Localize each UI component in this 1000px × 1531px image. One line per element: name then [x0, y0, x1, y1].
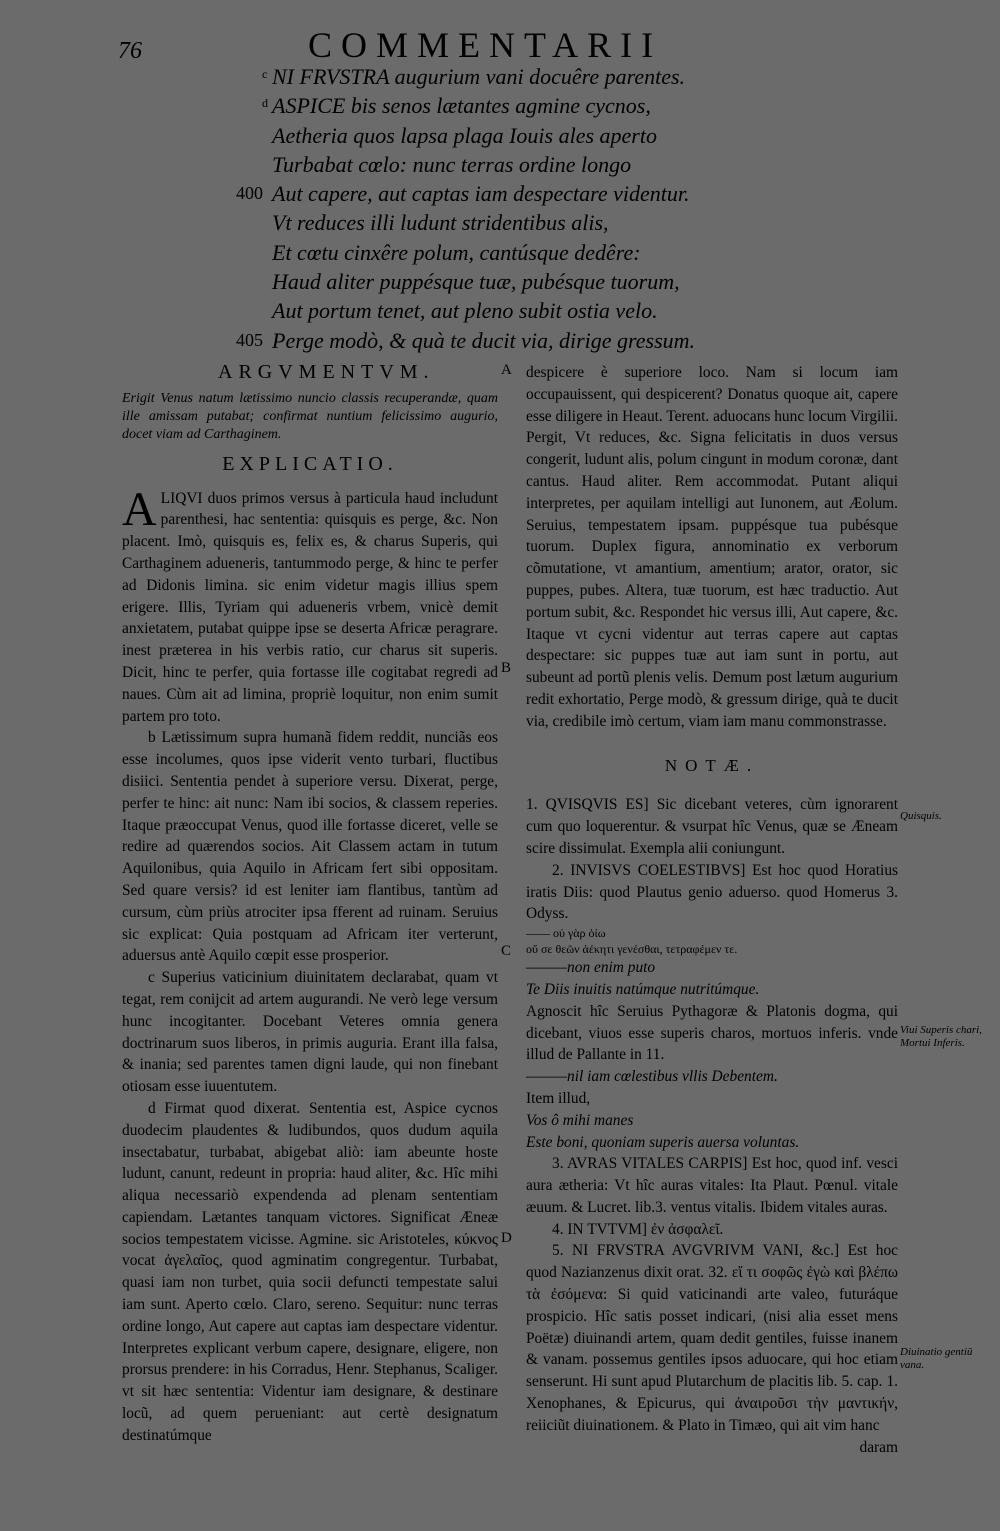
- verse-line: 400 Aut capere, aut captas iam despectare videntur.: [236, 181, 690, 207]
- argumentum-heading: ARGVMENTVM.: [218, 361, 435, 383]
- latin-quote: ———non enim puto: [526, 959, 656, 977]
- verse-line: Aut portum tenet, aut pleno subit ostia velo.: [272, 298, 658, 324]
- latin-quote: Este boni, quoniam superis auersa voluntas.: [526, 1133, 800, 1151]
- explicatio-paragraph: c Superius vaticinium diuinitatem declarabat, quam vt tegat, rem conijcit ad artem augurandi. Ne verò lege versum hunc incogitanter. Docebant Veteres omnia genera doctrinarum suos liberos, in primis auguria. Erant illa falsa, & inania; sed parentes tamen digni laude, qui non finebant otiosam esse iuuentutem.: [122, 969, 498, 1096]
- page-number: 76: [118, 38, 142, 64]
- notae-heading: NOTÆ.: [664, 755, 760, 775]
- note-entry: 2. INVISVS COELESTIBVS] Est hoc quod Horatius iratis Diis: quod Plautus genio aduerso. quod Homerus 3. Odyss.: [526, 861, 898, 923]
- latin-quote: Vos ô mihi manes: [526, 1111, 634, 1129]
- note-entry: Item illud,: [526, 1089, 591, 1107]
- explicatio-paragraph: b Lætissimum supra humanã fidem reddit, nunciãs eos esse incolumes, quos ipse viderit vento turbari, fluctibus disiici. Sententia pendet à superiore versu. Dixerat, perge, perfer te hinc: ait nunc: Nam ibi socios, & classem reperies. Itaque præoccupat Venus, quod ille fortasse diceret, velle se redire ad quærendos socios. Ait Classem actam in tutum Aquilonibus, quia Aquilo in Africam fert sibi oppositam. Sed quare versis? id est leniter iam flantibus, tantùm ad cursum, cùm priùs atrociter ipsa fferent ad ruinam. Seruius sic explicat: Quia postquam ad Africam iter verterunt, aduersus antè Aquilo cœpit esse prosperior.: [122, 729, 498, 965]
- explicatio-paragraph: ALIQVI duos primos versus à particula haud includunt parenthesi, hac sententia: quisquis es perge, &c. Non placent. Imò, quisquis es, felix es, & charus Superis, qui Carthaginem adueneris, tantummodo perge, & hinc te perfer ad Didonis limina. sic enim videtur magis illius spem erigere. Illis, Tyriam qui adueneris vrbem, vnicè demit anxietatem, putabat quippe ipse se deserta Africæ peragrare. inest præterea in his verbis ratio, cur charus sit superis. Dicit, hinc te perfer, quia fortasse ille cogitabat regredi ad naues. Cùm ait ad limina, propriè loquitur, non enim sumit partem pro toto.: [122, 482, 498, 725]
- verse-line: Vt reduces illi ludunt stridentibus alis,: [272, 210, 609, 236]
- catchword: daram: [859, 1438, 898, 1456]
- argumentum-text: Erigit Venus natum lætissimo nuncio classis recuperandæ, quam ille amissam putabat; confirmat nuntium felicissimo augurio, docet viam ad Carthaginem.: [122, 390, 498, 442]
- greek-quote: οὔ σε θεῶν ἀέκητι γενέσθαι, τετραφέμεν τε.: [526, 942, 738, 957]
- latin-quote: Te Diis inuitis natúmque nutritúmque.: [526, 980, 760, 998]
- verse-block: [236, 62, 706, 355]
- marginal-note: Quisquis.: [900, 810, 942, 822]
- marginal-note: Diuinatio gentiũ vana.: [900, 1346, 973, 1371]
- left-column: [122, 362, 498, 1447]
- verse-line: Aetheria quos lapsa plaga Iouis ales aperto: [272, 122, 657, 148]
- section-marker: A: [501, 362, 512, 378]
- greek-quote: —— οὐ γὰρ ὀίω: [526, 926, 606, 941]
- verse-line: Turbabat cœlo: nunc terras ordine longo: [272, 151, 632, 177]
- section-marker: C: [501, 943, 512, 959]
- verse-line: Haud aliter puppésque tuæ, pubésque tuorum,: [272, 269, 680, 295]
- note-entry: 4. IN TVTVM] ἐν ἀσφαλεῖ.: [552, 1220, 724, 1238]
- running-title: COMMENTARII: [308, 25, 663, 65]
- marginal-note: Viui Superis chari, Mortui Inferis.: [900, 1024, 982, 1049]
- right-column: [526, 362, 898, 1458]
- note-entry: Agnoscit hîc Seruius Pythagoræ & Platonis dogma, qui dicebant, viuos esse superis charos, mortuos inferis. vnde illud de Pallante in 11.: [526, 1002, 898, 1064]
- section-marker: B: [501, 660, 512, 676]
- note-entry: 1. QVISQVIS ES] Sic dicebant veteres, cùm ignorarent cum quo loquerentur. & vsurpat hîc Venus, quæ se Æneam scire dissimulat. Exempla alii coniungunt.: [526, 796, 898, 857]
- explicatio-heading: EXPLICATIO.: [222, 452, 398, 475]
- verse-line: 405 Perge modò, & quà te ducit via, dirige gressum.: [236, 327, 696, 353]
- explicatio-continuation: despicere è superiore loco. Nam si locum iam occupauissent, qui despicerent? Donatus quoque ait, capere esse diligere in Heaut. Terent. aduocans hunc locum Virgilii. Pergit, Vt reduces, &c. Signa felicitatis in duos versus congerit, ludunt alis, polum cingunt in modum coronæ, dant cantus. Haud aliter. Rem accommodat. Putant aliqui interpretes, per aquilam intelligi aut Iunonem, aut Æolum. Seruius, tempestatem ipsam. puppésque tua pubésque tuorum. Duplex figura, annominatio ex verborum cõmutatione, vt amantium, amentium; arator, orator, sic puppes, pubes. Altera, tuæ tuorum, est hæc traductio. Aut portum subit, &c. Respondet hic versus illi, Aut capere, &c. Itaque vt cycni videntur aut terras capere aut captas despectare: sic puppes tuæ aut iam sunt in portu, aut subeunt ad portũ plenis velis. Demum post lætum augurium redit exhortatio, Perge modò, & gressum dirige, quà te ducit via, credibile imò certum, viam iam manu commonstrasse.: [526, 364, 898, 730]
- section-marker: D: [501, 1230, 512, 1246]
- verse-line: Et cœtu cinxêre polum, cantúsque dedêre:: [272, 239, 641, 265]
- note-entry: 3. AVRAS VITALES CARPIS] Est hoc, quod inf. vesci aura ætheria: Vt hîc auras vitales: Ita Plaut. Pœnul. vitale æuum. & Lucret. lib.3. ventus vitalis. Ibidem vitales auras.: [526, 1155, 898, 1216]
- verse-line: d ASPICE bis senos lætantes agmine cycnos,: [262, 93, 651, 119]
- drop-cap: A: [122, 482, 157, 536]
- explicatio-paragraph: d Firmat quod dixerat. Sententia est, Aspice cycnos duodecim plaudentes & ludibundos, quos dudum aquila insectabatur, turbabat, abigebat aliò: iam abeunte hoste ludunt, canunt, redeunt in propria: haud aliter, &c. Hîc mihi aliqua necessariò expendenda ad plenam sententiam capiendam. Lætantes tanquam victores. Significat Æneæ socios tempestatem vicisse. Agmine. sic Aristoteles, κύκνος vocat ἀγελαῖος, quod agminatim congregentur. Turbabat, quasi iam non turbet, quia socii defuncti tempestate salui iam sunt. Aperto cœlo. Claro, sereno. Sequitur: nunc terras ordine longo, Aut capere aut captas iam despectare videntur. Interpretes explicant verbum capere, designare, eligere, non prorsus prendere: in his Corradus, Henr. Stephanus, Scaliger. vt sit hæc sententia: Videntur iam designare, & destinare locũ, ad quem perueniant: aut certè designatum destinatúmque: [122, 1099, 498, 1444]
- latin-quote: ———nil iam cœlestibus vllis Debentem.: [526, 1068, 778, 1086]
- verse-line: c NI FRVSTRA augurium vani docuêre parentes.: [262, 64, 686, 89]
- note-entry: 5. NI FRVSTRA AVGVRIVM VANI, &c.] Est hoc quod Nazianzenus dixit orat. 32. εἴ τι σοφῶς ἐγὼ καὶ βλέπω τὰ ἐσόμενα: Si quid vaticinandi arte valeo, futuráque prospicio. Hîc satis posset indicari, (nisi alia esset mens Poëtæ) diuinandi artem, quam dedit gentiles, fuisse inanem & vanam. possemus gentiles ipsos aduocare, qui hoc etiam senserunt. Hi sunt apud Plutarchum de placitis lib. 5. cap. 1. Xenophanes, & Epicurus, qui ἀναιροῦσι τὴν μαντικήν, reiiciũt diuinationem. & Plato in Timæo, qui ait vim hanc: [526, 1242, 898, 1434]
